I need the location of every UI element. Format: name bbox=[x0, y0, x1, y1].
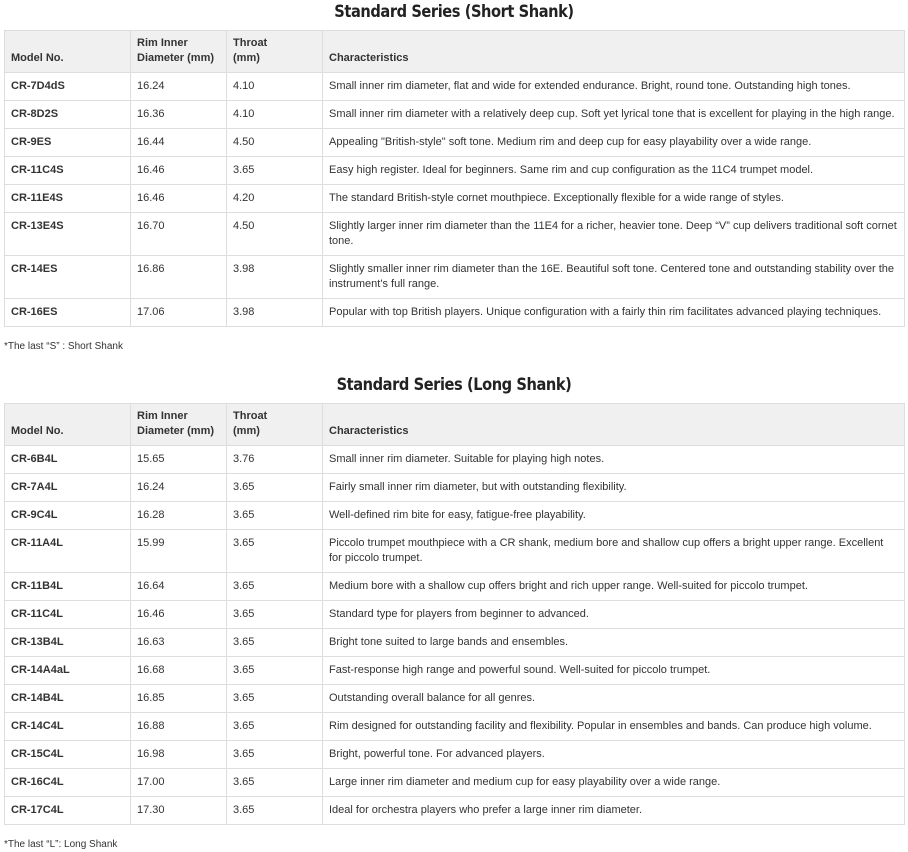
table-row bbox=[5, 502, 905, 530]
rim-cell: 16.70 bbox=[131, 213, 227, 256]
throat-cell: 3.65 bbox=[227, 530, 323, 573]
model-cell: CR-14B4L bbox=[5, 685, 131, 713]
model-cell: CR-17C4L bbox=[5, 797, 131, 825]
throat-header-line2: (mm) bbox=[233, 425, 260, 437]
characteristics-header: Characteristics bbox=[323, 404, 905, 446]
rim-cell: 16.46 bbox=[131, 185, 227, 213]
model-cell: CR-7A4L bbox=[5, 474, 131, 502]
model-header: Model No. bbox=[5, 404, 131, 446]
characteristics-cell: Small inner rim diameter. Suitable for playing high notes. bbox=[323, 446, 905, 474]
model-cell: CR-11C4S bbox=[5, 157, 131, 185]
throat-header bbox=[227, 404, 323, 446]
table-row bbox=[5, 157, 905, 185]
table-row bbox=[5, 446, 905, 474]
rim-cell: 16.68 bbox=[131, 657, 227, 685]
table-row bbox=[5, 657, 905, 685]
long-shank-note: *The last “L”: Long Shank bbox=[4, 839, 118, 850]
model-cell: CR-9ES bbox=[5, 129, 131, 157]
rim-cell: 16.86 bbox=[131, 256, 227, 299]
characteristics-cell: Bright, powerful tone. For advanced players. bbox=[323, 741, 905, 769]
rim-cell: 17.00 bbox=[131, 769, 227, 797]
throat-cell: 3.98 bbox=[227, 299, 323, 327]
characteristics-cell: Slightly larger inner rim diameter than the 11E4 for a richer, heavier tone. Deep “V” cup delivers traditional soft cornet tone. bbox=[323, 213, 905, 256]
characteristics-cell: Bright tone suited to large bands and ensembles. bbox=[323, 629, 905, 657]
characteristics-cell: Rim designed for outstanding facility and flexibility. Popular in ensembles and bands. Can produce high volume. bbox=[323, 713, 905, 741]
rim-cell: 16.24 bbox=[131, 73, 227, 101]
rim-cell: 16.24 bbox=[131, 474, 227, 502]
model-cell: CR-13E4S bbox=[5, 213, 131, 256]
characteristics-cell: The standard British-style cornet mouthpiece. Exceptionally flexible for a wide range of styles. bbox=[323, 185, 905, 213]
characteristics-cell: Medium bore with a shallow cup offers bright and rich upper range. Well-suited for piccolo trumpet. bbox=[323, 573, 905, 601]
characteristics-cell: Outstanding overall balance for all genres. bbox=[323, 685, 905, 713]
characteristics-cell: Small inner rim diameter with a relatively deep cup. Soft yet lyrical tone that is excellent for playing in the high range. bbox=[323, 101, 905, 129]
table-row bbox=[5, 299, 905, 327]
model-cell: CR-11E4S bbox=[5, 185, 131, 213]
model-cell: CR-11A4L bbox=[5, 530, 131, 573]
rim-diameter-header bbox=[131, 404, 227, 446]
rim-cell: 16.85 bbox=[131, 685, 227, 713]
characteristics-cell: Fast-response high range and powerful sound. Well-suited for piccolo trumpet. bbox=[323, 657, 905, 685]
table-row bbox=[5, 256, 905, 299]
table-row bbox=[5, 713, 905, 741]
model-cell: CR-7D4dS bbox=[5, 73, 131, 101]
table-row bbox=[5, 129, 905, 157]
model-cell: CR-15C4L bbox=[5, 741, 131, 769]
model-header: Model No. bbox=[5, 31, 131, 73]
throat-cell: 3.65 bbox=[227, 573, 323, 601]
short-shank-note: *The last “S” : Short Shank bbox=[4, 341, 123, 352]
table-row bbox=[5, 573, 905, 601]
model-cell: CR-13B4L bbox=[5, 629, 131, 657]
throat-cell: 3.65 bbox=[227, 601, 323, 629]
model-cell: CR-6B4L bbox=[5, 446, 131, 474]
rim-header-line2: Diameter (mm) bbox=[137, 425, 215, 437]
model-cell: CR-16ES bbox=[5, 299, 131, 327]
rim-cell: 17.06 bbox=[131, 299, 227, 327]
throat-cell: 3.65 bbox=[227, 769, 323, 797]
throat-cell: 3.65 bbox=[227, 157, 323, 185]
throat-header-line1: Throat bbox=[233, 410, 268, 422]
throat-cell: 3.76 bbox=[227, 446, 323, 474]
throat-cell: 3.65 bbox=[227, 685, 323, 713]
table-row bbox=[5, 685, 905, 713]
throat-cell: 4.20 bbox=[227, 185, 323, 213]
table-row bbox=[5, 601, 905, 629]
characteristics-cell: Ideal for orchestra players who prefer a large inner rim diameter. bbox=[323, 797, 905, 825]
throat-header-line2: (mm) bbox=[233, 52, 260, 64]
characteristics-cell: Large inner rim diameter and medium cup for easy playability over a wide range. bbox=[323, 769, 905, 797]
model-cell: CR-11C4L bbox=[5, 601, 131, 629]
characteristics-header: Characteristics bbox=[323, 31, 905, 73]
table-row bbox=[5, 73, 905, 101]
rim-header-line2: Diameter (mm) bbox=[137, 52, 215, 64]
throat-header bbox=[227, 31, 323, 73]
rim-header-line1: Rim Inner bbox=[137, 410, 188, 422]
table-row bbox=[5, 185, 905, 213]
rim-diameter-header bbox=[131, 31, 227, 73]
model-cell: CR-16C4L bbox=[5, 769, 131, 797]
rim-cell: 16.63 bbox=[131, 629, 227, 657]
throat-cell: 3.65 bbox=[227, 797, 323, 825]
rim-cell: 16.36 bbox=[131, 101, 227, 129]
rim-cell: 16.28 bbox=[131, 502, 227, 530]
characteristics-cell: Fairly small inner rim diameter, but with outstanding flexibility. bbox=[323, 474, 905, 502]
rim-cell: 15.65 bbox=[131, 446, 227, 474]
rim-cell: 16.64 bbox=[131, 573, 227, 601]
throat-cell: 3.65 bbox=[227, 629, 323, 657]
table-row bbox=[5, 530, 905, 573]
model-cell: CR-14A4aL bbox=[5, 657, 131, 685]
throat-cell: 4.10 bbox=[227, 73, 323, 101]
characteristics-cell: Slightly smaller inner rim diameter than the 16E. Beautiful soft tone. Centered tone and outstanding stability over the instrument's full range. bbox=[323, 256, 905, 299]
model-cell: CR-8D2S bbox=[5, 101, 131, 129]
characteristics-cell: Popular with top British players. Unique configuration with a fairly thin rim facilitates advanced playing techniques. bbox=[323, 299, 905, 327]
rim-cell: 16.98 bbox=[131, 741, 227, 769]
short-shank-title: Standard Series (Short Shank) bbox=[334, 2, 574, 22]
model-cell: CR-9C4L bbox=[5, 502, 131, 530]
table-row bbox=[5, 101, 905, 129]
throat-cell: 3.65 bbox=[227, 657, 323, 685]
throat-cell: 4.50 bbox=[227, 213, 323, 256]
table-row bbox=[5, 797, 905, 825]
rim-cell: 16.88 bbox=[131, 713, 227, 741]
characteristics-cell: Appealing "British-style" soft tone. Medium rim and deep cup for easy playability over a wide range. bbox=[323, 129, 905, 157]
table-row bbox=[5, 213, 905, 256]
model-cell: CR-14C4L bbox=[5, 713, 131, 741]
throat-cell: 3.65 bbox=[227, 474, 323, 502]
rim-cell: 16.46 bbox=[131, 601, 227, 629]
long-shank-table bbox=[4, 403, 905, 825]
characteristics-cell: Easy high register. Ideal for beginners. Same rim and cup configuration as the 11C4 trumpet model. bbox=[323, 157, 905, 185]
rim-header-line1: Rim Inner bbox=[137, 37, 188, 49]
characteristics-cell: Piccolo trumpet mouthpiece with a CR shank, medium bore and shallow cup offers a bright upper range. Excellent for piccolo trumpet. bbox=[323, 530, 905, 573]
characteristics-cell: Small inner rim diameter, flat and wide for extended endurance. Bright, round tone. Outstanding high tones. bbox=[323, 73, 905, 101]
throat-cell: 3.65 bbox=[227, 502, 323, 530]
characteristics-cell: Standard type for players from beginner to advanced. bbox=[323, 601, 905, 629]
header-row bbox=[5, 404, 905, 446]
characteristics-cell: Well-defined rim bite for easy, fatigue-free playability. bbox=[323, 502, 905, 530]
throat-cell: 4.10 bbox=[227, 101, 323, 129]
rim-cell: 16.46 bbox=[131, 157, 227, 185]
throat-header-line1: Throat bbox=[233, 37, 268, 49]
rim-cell: 16.44 bbox=[131, 129, 227, 157]
table-row bbox=[5, 769, 905, 797]
long-shank-title: Standard Series (Long Shank) bbox=[336, 375, 572, 395]
short-shank-table bbox=[4, 30, 905, 327]
table-row bbox=[5, 741, 905, 769]
model-cell: CR-11B4L bbox=[5, 573, 131, 601]
rim-cell: 15.99 bbox=[131, 530, 227, 573]
model-cell: CR-14ES bbox=[5, 256, 131, 299]
table-row bbox=[5, 629, 905, 657]
header-row bbox=[5, 31, 905, 73]
throat-cell: 3.65 bbox=[227, 713, 323, 741]
throat-cell: 3.98 bbox=[227, 256, 323, 299]
rim-cell: 17.30 bbox=[131, 797, 227, 825]
throat-cell: 4.50 bbox=[227, 129, 323, 157]
table-row bbox=[5, 474, 905, 502]
throat-cell: 3.65 bbox=[227, 741, 323, 769]
